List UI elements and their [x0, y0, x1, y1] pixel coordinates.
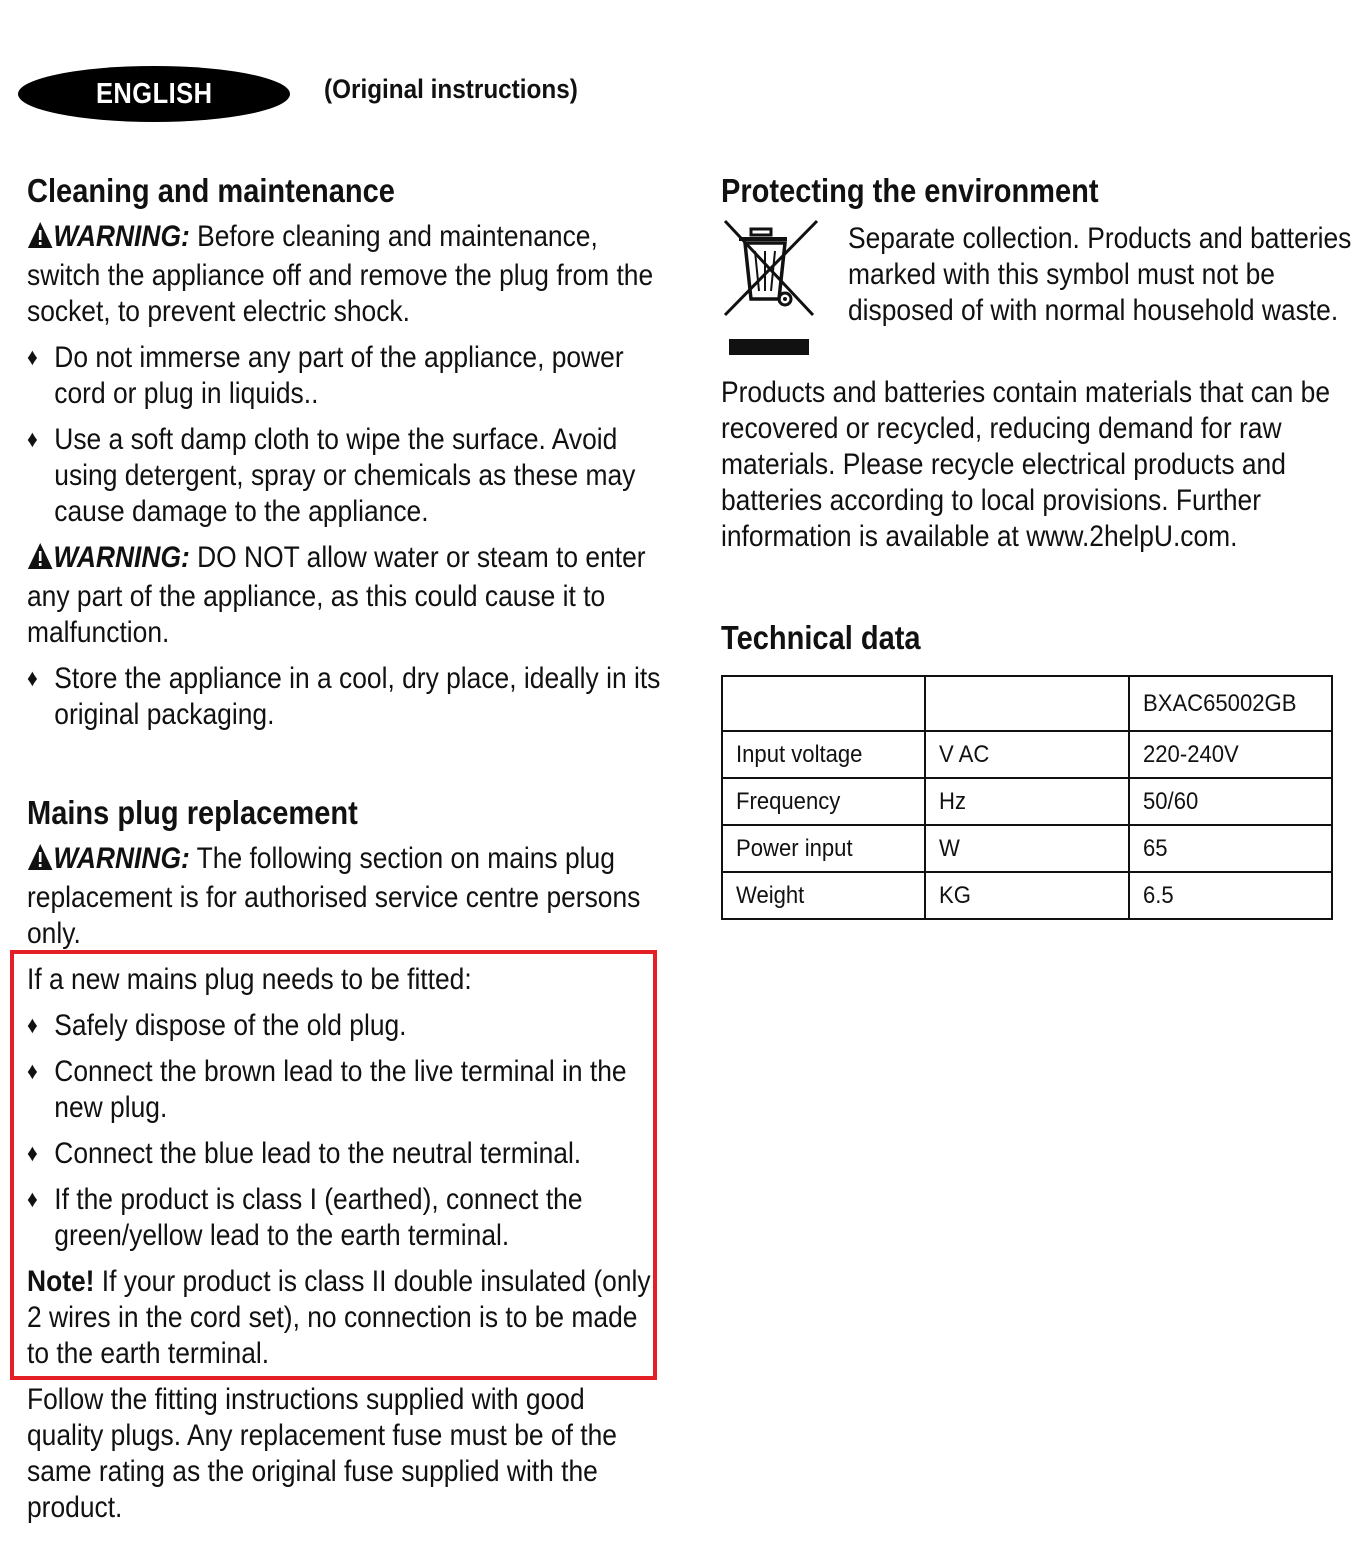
- table-cell: [722, 676, 925, 731]
- list-item: [27, 340, 667, 412]
- list-item-text: Store the appliance in a cool, dry place, ideally in its original packaging.: [54, 662, 661, 731]
- bullet-diamond-icon: ♦: [27, 426, 38, 453]
- bullet-diamond-icon: ♦: [27, 1140, 38, 1167]
- mains-follow-text: Follow the fitting instructions supplied with good quality plugs. Any replacement fuse must be of the same rating as the original fuse supplied with the product.: [27, 1383, 617, 1524]
- table-cell: KG: [925, 872, 1128, 919]
- table-cell: Frequency: [722, 778, 925, 825]
- table-cell: Weight: [722, 872, 925, 919]
- bullet-diamond-icon: ♦: [27, 1186, 38, 1213]
- environment-symbol-text: Separate collection. Products and batteries marked with this symbol must not be disposed of with normal household waste.: [848, 222, 1352, 327]
- cleaning-warning-1: [27, 219, 667, 330]
- technical-title-wrap: [721, 618, 1351, 658]
- bullet-diamond-icon: ♦: [27, 665, 38, 692]
- bullet-diamond-icon: ♦: [27, 1058, 38, 1085]
- table-cell: [1129, 676, 1332, 731]
- crossed-bin-icon: [721, 219, 821, 359]
- table-cell: Power input: [722, 825, 925, 872]
- warning-label: WARNING:: [53, 541, 190, 574]
- warning-text: Before cleaning and maintenance, switch the appliance off and remove the plug from the socket, to prevent electric shock.: [27, 220, 654, 328]
- table-cell: 220-240V: [1129, 731, 1332, 778]
- original-instructions-label: (Original instructions): [324, 74, 578, 104]
- model-number: BXAC65002GB: [1142, 689, 1297, 717]
- environment-title-wrap: [721, 171, 1351, 211]
- table-row: [722, 731, 1332, 778]
- warning-triangle-icon: [27, 542, 53, 579]
- environment-body-wrap: [721, 375, 1351, 555]
- mains-intro: If a new mains plug needs to be fitted:: [27, 963, 472, 996]
- table-cell: 6.5: [1129, 872, 1332, 919]
- environment-title: Protecting the environment: [721, 172, 1099, 209]
- language-badge: [18, 66, 290, 122]
- table-row: [722, 778, 1332, 825]
- list-item-text: Connect the brown lead to the live terminal in the new plug.: [54, 1055, 627, 1124]
- technical-title: Technical data: [721, 619, 921, 656]
- table-row: [722, 825, 1332, 872]
- list-item-text: Safely dispose of the old plug.: [54, 1009, 407, 1042]
- table-cell: Input voltage: [722, 731, 925, 778]
- note-label: Note!: [27, 1265, 95, 1298]
- warning-text: DO NOT allow water or steam to enter any part of the appliance, as this could cause it to malfunction.: [27, 541, 646, 649]
- warning-triangle-icon: [27, 221, 53, 258]
- technical-data-table: [721, 675, 1333, 920]
- table-cell: V AC: [925, 731, 1128, 778]
- table-cell: 50/60: [1129, 778, 1332, 825]
- language-label: ENGLISH: [95, 77, 213, 110]
- cleaning-warning-2: [27, 540, 667, 651]
- environment-body: Products and batteries contain materials that can be recovered or recycled, reducing demand for raw materials. Please recycle electrical products and batteries according to local provisions. Further information is available at www.2helpU.com.: [721, 376, 1331, 553]
- list-item: [27, 661, 667, 733]
- warning-triangle-icon: [27, 843, 53, 880]
- table-cell: W: [925, 825, 1128, 872]
- list-item-text: Do not immerse any part of the appliance, power cord or plug in liquids..: [54, 341, 624, 410]
- table-row: [722, 872, 1332, 919]
- cleaning-title: Cleaning and maintenance: [27, 172, 395, 209]
- warning-label: WARNING:: [53, 220, 190, 253]
- warning-label: WARNING:: [53, 842, 190, 875]
- mains-title: Mains plug replacement: [27, 794, 358, 831]
- table-cell: 65: [1129, 825, 1332, 872]
- bullet-diamond-icon: ♦: [27, 344, 38, 371]
- cleaning-section: [27, 171, 667, 733]
- table-cell: Hz: [925, 778, 1128, 825]
- warning-text: The following section on mains plug replacement is for authorised service centre persons only.: [27, 842, 641, 950]
- list-item-text: Use a soft damp cloth to wipe the surface. Avoid using detergent, spray or chemicals as these may cause damage to the appliance.: [54, 423, 636, 528]
- bullet-diamond-icon: ♦: [27, 1012, 38, 1039]
- list-item-text: If the product is class I (earthed), connect the green/yellow lead to the earth terminal.: [54, 1183, 583, 1252]
- list-item-text: Connect the blue lead to the neutral terminal.: [54, 1137, 582, 1170]
- mains-warning: [27, 841, 667, 952]
- list-item: [27, 422, 667, 530]
- table-header-row: [722, 676, 1332, 731]
- note-text: If your product is class II double insulated (only 2 wires in the cord set), no connection is to be made to the earth terminal.: [27, 1265, 651, 1370]
- environment-symbol-text-wrap: [848, 221, 1356, 329]
- highlight-box: [10, 950, 657, 1380]
- table-cell: [925, 676, 1128, 731]
